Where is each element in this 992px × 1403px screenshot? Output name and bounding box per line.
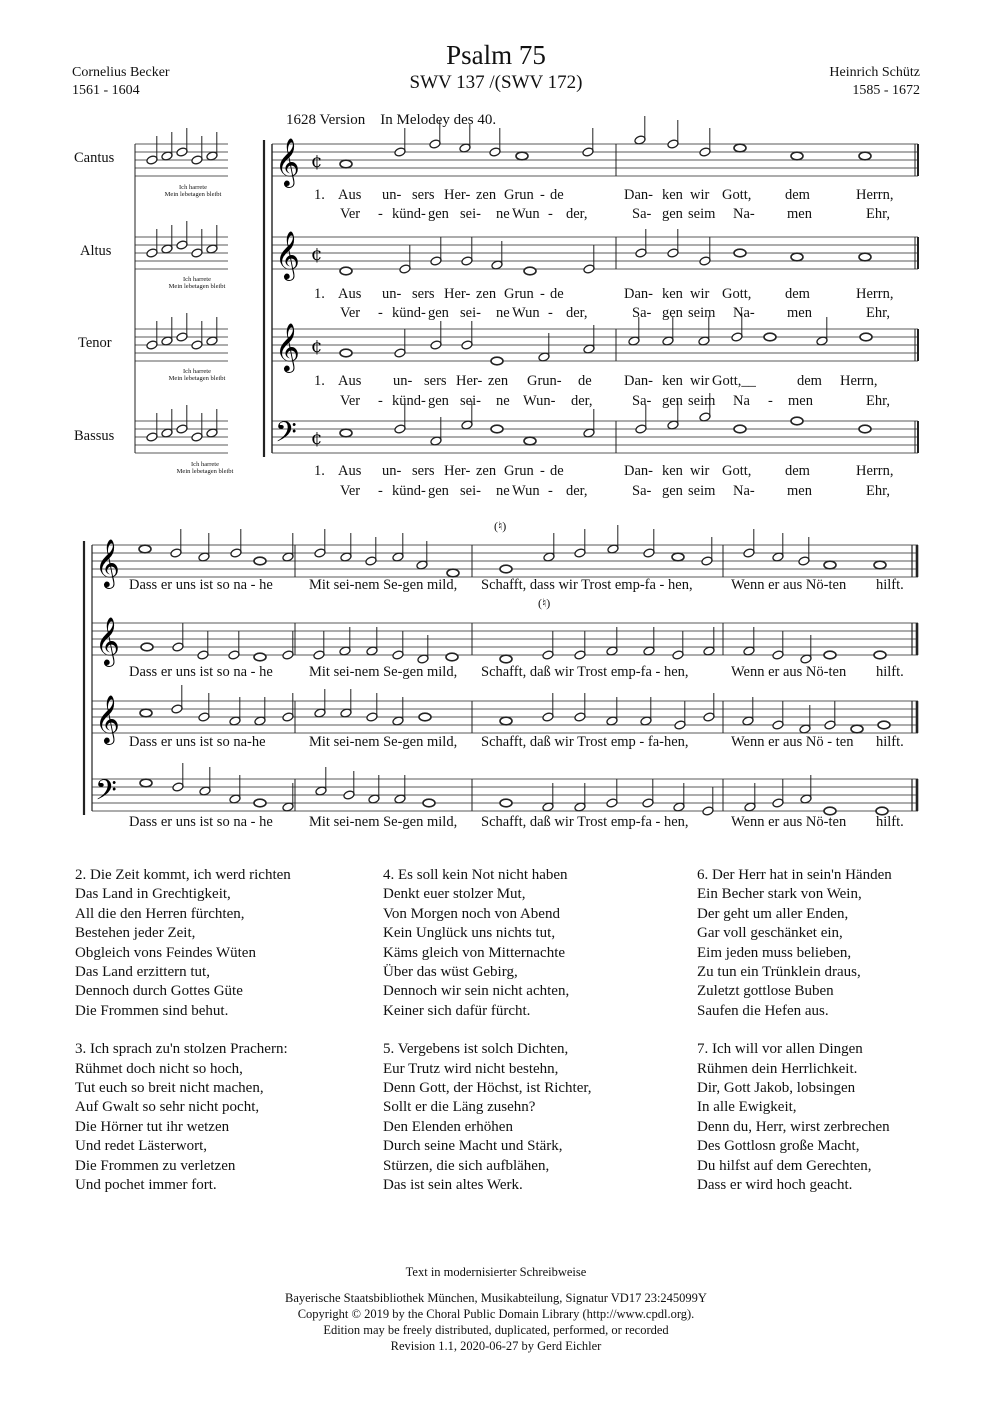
lyric-phrase: Schafft, daß wir Trost emp-fa - hen, [481,814,689,830]
lyric-syllable: wir [690,187,710,203]
lyric-syllable: Aus [338,187,362,203]
lyric-syllable: gen [428,305,449,321]
lyric-syllable: wir [690,463,710,479]
note-head [699,256,711,266]
verse-column-3 [697,866,892,1215]
composer-name: Heinrich Schütz [829,65,920,80]
note-head [314,548,326,558]
lyric-syllable: Dan- [624,463,653,479]
lyric-phrase: hilft. [876,577,904,593]
lyric-syllable: Gott, [722,463,752,479]
note-head [191,155,203,165]
lyric-phrase: hilft. [876,814,904,830]
note-head [176,332,188,342]
lyric-syllable: un- [382,463,402,479]
lyric-syllable: ken [662,463,683,479]
note-head [343,790,355,800]
whole-note [340,267,352,275]
footer-credits [0,1290,992,1354]
lyric-syllable: men [788,393,813,409]
lyric-syllable: Herrn, [856,286,894,302]
note-head [430,256,442,266]
lyric-syllable: Herrn, [856,463,894,479]
lyric-syllable: - [548,305,553,321]
poet-dates: 1561 - 1604 [72,83,140,98]
lyric-syllable: 1. [314,286,325,302]
lyric-syllable: Gott,__ [712,373,756,389]
lyric-syllable: dem [785,187,810,203]
note-head [282,650,294,660]
lyric-phrase: Dass er uns ist so na - he [129,664,273,680]
note-head [667,248,679,258]
lyric-syllable: Ver [340,305,361,321]
note-head [230,548,242,558]
lyric-syllable: Sa- [632,483,652,499]
whole-note [851,725,863,733]
note-head [430,340,442,350]
lyric-syllable: zen [488,373,509,389]
whole-note [734,249,746,257]
note-head [394,147,406,157]
note-head [170,548,182,558]
lyric-syllable: Na- [733,483,755,499]
lyric-syllable: Her- [444,463,471,479]
lyric-syllable: Gott, [722,286,752,302]
whole-note [824,561,836,569]
note-head [672,650,684,660]
lyric-syllable: künd- [392,206,426,222]
voice-name-tenor: Tenor [78,335,112,351]
lyric-syllable: Aus [338,286,362,302]
footer-source: Bayerische Staatsbibliothek München, Musikabteilung, Signatur VD17 23:245099Y [285,1291,707,1305]
note-head [172,642,184,652]
note-head [642,798,654,808]
voice-name-cantus: Cantus [74,150,115,166]
whole-note [139,545,151,553]
lyric-syllable: der, [566,483,588,499]
whole-note [859,253,871,261]
note-head [635,424,647,434]
whole-note [672,553,684,561]
lyric-phrase: Wenn er aus Nö-ten [731,664,847,680]
note-head [606,798,618,808]
whole-note [734,425,746,433]
lyric-syllable: Grun [504,187,534,203]
lyric-syllable: gen [662,305,683,321]
lyric-syllable: - [768,393,773,409]
footer-revision: Revision 1.1, 2020-06-27 by Gerd Eichler [390,1339,602,1353]
verse-3: 3. Ich sprach zu'n stolzen Prachern: Rühmet doch nicht so hoch, Tut euch so breit nicht machen, Auf Gwalt so sehr nicht pocht, Die Hörner tut ihr wetzen Und redet Lästerwort, Die Frommen zu verletzen Und pochet immer fort. [75,1041,288,1194]
note-head [574,548,586,558]
footer-copyright: Copyright © 2019 by the Choral Public Domain Library (http://www.cpdl.org). [297,1307,695,1321]
note-head [674,720,686,730]
lyric-syllable: dem [797,373,822,389]
note-head [574,650,586,660]
lyric-phrase: Mit sei-nem Se-gen mild, [309,734,458,750]
whole-note [734,144,746,152]
note-head [699,147,711,157]
footer-note: Text in modernisierter Schreibweise [405,1265,587,1279]
lyric-syllable: gen [428,206,449,222]
page-title: Psalm 75 [446,40,546,70]
lyric-syllable: Wun- [523,393,556,409]
lyric-syllable: Dan- [624,286,653,302]
lyric-syllable: 1. [314,373,325,389]
whole-note [824,651,836,659]
note-head [282,712,294,722]
lyric-syllable: sei- [460,393,481,409]
lyric-phrase: Mit sei-nem Se-gen mild, [309,814,458,830]
lyric-syllable: Her- [444,286,471,302]
lyric-syllable: Ehr, [866,483,890,499]
note-head [172,782,184,792]
note-head [542,650,554,660]
whole-note [340,429,352,437]
note-head [574,712,586,722]
lyric-phrase: Mit sei-nem Se-gen mild, [309,664,458,680]
verse-5: 5. Vergebens ist solch Dichten, Eur Trutz wird nicht bestehn, Denn Gott, der Höchst, ist Richter, Sollt er die Läng zusehn? Den Elenden erhöhen Durch seine Macht und Stärk, Stürzen, die sich aufblähen, Das ist sein altes Werk. [383,1041,592,1194]
voice-name-bassus: Bassus [74,428,115,444]
lyric-syllable: Her- [456,373,483,389]
whole-note [340,160,352,168]
note-head [743,548,755,558]
whole-note [141,643,153,651]
lyric-syllable: men [787,305,812,321]
lyric-syllable: künd- [392,483,426,499]
lyric-syllable: - [378,305,383,321]
note-head [461,256,473,266]
whole-note [878,721,890,729]
whole-note [140,709,152,717]
lyric-syllable: gen [428,393,449,409]
whole-note [874,651,886,659]
whole-note [446,653,458,661]
incipit-label-altus: Ich harrete Mein lebetagen bleibt [168,276,226,290]
version-note: 1628 Version In Melodey des 40. [286,112,497,128]
note-head [191,248,203,258]
lyric-phrase: Dass er uns ist so na - he [129,814,273,830]
lyric-syllable: - [548,206,553,222]
lyric-syllable: Dan- [624,187,653,203]
lyric-syllable: un- [382,286,402,302]
whole-note [516,152,528,160]
lyric-syllable: Grun [504,463,534,479]
lyric-phrase: Wenn er aus Nö-ten [731,577,847,593]
lyric-syllable: Sa- [632,206,652,222]
lyric-syllable: - [378,206,383,222]
lyric-syllable: Herrn, [840,373,878,389]
lyric-syllable: ne [496,483,510,499]
lyric-syllable: dem [785,463,810,479]
note-head [365,556,377,566]
note-head [461,340,473,350]
lyric-syllable: - [540,286,545,302]
lyric-syllable: wir [690,286,710,302]
lyric-syllable: ne [496,206,510,222]
note-head [489,147,501,157]
lyric-syllable: Na [733,393,750,409]
note-head [772,798,784,808]
lyric-syllable: dem [785,286,810,302]
lyric-syllable: ken [662,187,683,203]
footer-license: Edition may be freely distributed, duplicated, performed, or recorded [323,1323,669,1337]
note-head [399,264,411,274]
whole-note [524,437,536,445]
verse-4: 4. Es soll kein Not nicht haben Denkt euer stolzer Mut, Von Morgen noch von Abend Kein Unglück uns nichts tut, Käms gleich von Mitternachte Über das wüst Gebirg, Dennoch wir sein nicht achten, Keiner sich dafür fürcht. [383,867,570,1019]
lyric-syllable: Dan- [624,373,653,389]
note-head [146,340,158,350]
note-head [313,650,325,660]
lyric-syllable: - [540,187,545,203]
lyric-phrase: hilft. [876,664,904,680]
whole-note [764,333,776,341]
lyric-syllable: men [787,483,812,499]
whole-note [524,267,536,275]
treble-clef: 𝄞 [95,538,120,587]
lyric-syllable: Sa- [632,305,652,321]
lyric-syllable: de [550,187,564,203]
lyric-syllable: de [550,463,564,479]
verse-7: 7. Ich will vor allen Dingen Rühmen dein Herrlichkeit. Dir, Gott Jakob, lobsingen In alle Ewigkeit, Denn du, Herr, wirst zerbrechen Des Gottlosn große Macht, Du hilfst auf dem Gerechten, Dass er wird hoch geacht. [697,1041,890,1194]
whole-note [791,253,803,261]
lyric-syllable: Gott, [722,187,752,203]
note-head [772,650,784,660]
treble-clef: 𝄞 [95,616,120,665]
lyric-syllable: zen [476,187,497,203]
note-head [394,348,406,358]
note-head [392,650,404,660]
lyric-phrase: Wenn er aus Nö-ten [731,814,847,830]
whole-note [500,717,512,725]
lyric-syllable: Grun [504,286,534,302]
lyric-phrase: Schafft, daß wir Trost emp - fa-hen, [481,734,689,750]
lyric-syllable: der, [566,206,588,222]
lyric-syllable: Sa- [632,393,652,409]
lyric-syllable: ken [662,286,683,302]
treble-clef: 𝄞 [275,322,300,371]
lyric-syllable: 1. [314,187,325,203]
lyric-syllable: sei- [460,305,481,321]
page-subtitle: SWV 137 /(SWV 172) [409,72,583,93]
lyric-syllable: sei- [460,206,481,222]
incipit-label-bassus: Ich harrete Mein lebetagen bleibt [176,461,234,475]
lyric-syllable: un- [382,187,402,203]
note-head [635,248,647,258]
editorial-natural-cantus: (♮) [494,519,507,533]
note-head [731,332,743,342]
whole-note [491,425,503,433]
lyric-phrase: Schafft, dass wir Trost emp-fa - hen, [481,577,693,593]
lyric-syllable: gen [662,206,683,222]
lyric-syllable: Wun [512,206,540,222]
note-head [191,340,203,350]
poet-name: Cornelius Becker [72,65,170,80]
lyric-syllable: Ver [340,393,361,409]
note-head [798,556,810,566]
lyric-syllable: Grun- [527,373,562,389]
note-head [583,264,595,274]
lyric-syllable: Wun [512,305,540,321]
whole-note [859,425,871,433]
lyric-phrase: Dass er uns ist so na-he [129,734,266,750]
lyric-syllable: Ehr, [866,393,890,409]
lyric-phrase: Dass er uns ist so na - he [129,577,273,593]
lyric-syllable: ne [496,393,510,409]
lyric-syllable: - [548,483,553,499]
lyric-syllable: Ehr, [866,305,890,321]
incipit-label-tenor: Ich harrete Mein lebetagen bleibt [168,368,226,382]
cut-time: ¢ [311,244,323,265]
lyric-syllable: - [378,393,383,409]
lyric-syllable: der, [566,305,588,321]
lyric-syllable: Ver [340,483,361,499]
whole-note [874,561,886,569]
lyric-syllable: gen [428,483,449,499]
lyric-syllable: Na- [733,206,755,222]
lyric-syllable: seim [688,393,716,409]
verse-column-2 [383,866,592,1215]
note-head [146,432,158,442]
whole-note [859,152,871,160]
treble-clef: 𝄞 [95,694,120,743]
lyric-phrase: Mit sei-nem Se-gen mild, [309,577,458,593]
note-head [171,704,183,714]
lyric-syllable: un- [393,373,413,389]
lyric-syllable: de [578,373,592,389]
voice-name-altus: Altus [80,243,112,259]
lyric-syllable: men [787,206,812,222]
lyric-syllable: seim [688,483,716,499]
incipit-label-cantus: Ich harrete Mein lebetagen bleibt [164,184,222,198]
note-head [228,650,240,660]
lyric-syllable: wir [690,373,710,389]
whole-note [419,713,431,721]
note-head [703,712,715,722]
lyric-syllable: Na- [733,305,755,321]
editorial-natural-altus: (♮) [538,596,551,610]
treble-clef: 𝄞 [275,230,300,279]
lyric-syllable: sers [412,187,435,203]
lyric-syllable: sei- [460,483,481,499]
cut-time: ¢ [311,336,323,357]
whole-note [447,569,459,577]
note-head [366,712,378,722]
whole-note [491,357,503,365]
note-head [429,139,441,149]
lyric-syllable: - [378,483,383,499]
whole-note [791,152,803,160]
note-head [176,240,188,250]
lyric-syllable: Aus [338,463,362,479]
whole-note [500,565,512,573]
lyric-syllable: Ehr, [866,206,890,222]
whole-note [791,417,803,425]
note-head [146,155,158,165]
lyric-syllable: 1. [314,463,325,479]
note-head [702,806,714,816]
note-head [191,432,203,442]
verse-column-1 [75,866,291,1215]
whole-note [254,653,266,661]
lyric-syllable: gen [662,393,683,409]
lyric-syllable: seim [688,206,716,222]
note-head [643,548,655,558]
lyric-syllable: Her- [444,187,471,203]
note-head [198,712,210,722]
note-head [667,139,679,149]
lyric-syllable: Ver [340,206,361,222]
lyric-syllable: der, [571,393,593,409]
lyric-syllable: sers [412,286,435,302]
note-head [582,147,594,157]
whole-note [423,799,435,807]
verse-6: 6. Der Herr hat in sein'n Händen Ein Becher stark von Wein, Der geht um aller Enden, Gar voll geschänket ein, Eim jeden muss belieben, Zu tun ein Trünklein draus, Zuletzt gottlose Buben Saufen die Hefen aus. [697,867,892,1019]
lyric-syllable: seim [688,305,716,321]
lyric-syllable: Herrn, [856,187,894,203]
note-head [394,424,406,434]
cut-time: ¢ [311,151,323,172]
treble-clef: 𝄞 [275,137,300,186]
lyric-syllable: sers [412,463,435,479]
composer-dates: 1585 - 1672 [852,83,920,98]
lyric-syllable: ken [662,373,683,389]
bass-clef: 𝄢 [95,774,117,814]
cut-time: ¢ [311,428,323,449]
whole-note [500,799,512,807]
whole-note [860,333,872,341]
lyric-syllable: künd- [392,305,426,321]
note-head [701,556,713,566]
lyric-syllable: zen [476,286,497,302]
note-head [197,650,209,660]
lyric-syllable: de [550,286,564,302]
lyric-syllable: ne [496,305,510,321]
lyric-phrase: Schafft, daß wir Trost emp-fa - hen, [481,664,689,680]
lyric-phrase: hilft. [876,734,904,750]
lyric-syllable: gen [662,483,683,499]
verse-2: 2. Die Zeit kommt, ich werd richten Das Land in Grechtigkeit, All die den Herren fürchten, Bestehen jeder Zeit, Obgleich vons Feindes Wüten Das Land erzittern tut, Dennoch durch Gottes Güte Die Frommen sind behut. [75,867,291,1019]
note-head [146,248,158,258]
lyric-phrase: Wenn er aus Nö - ten [731,734,854,750]
whole-note [254,557,266,565]
lyric-syllable: künd- [392,393,426,409]
whole-note [500,655,512,663]
whole-note [340,349,352,357]
whole-note [254,799,266,807]
lyric-syllable: Wun [512,483,540,499]
lyric-syllable: sers [424,373,447,389]
note-head [772,720,784,730]
lyric-syllable: Aus [338,373,362,389]
whole-note [140,779,152,787]
lyric-syllable: - [540,463,545,479]
note-head [824,720,836,730]
bass-clef: 𝄢 [275,416,297,456]
note-head [176,147,188,157]
note-head [542,712,554,722]
lyric-syllable: zen [476,463,497,479]
note-head [176,424,188,434]
